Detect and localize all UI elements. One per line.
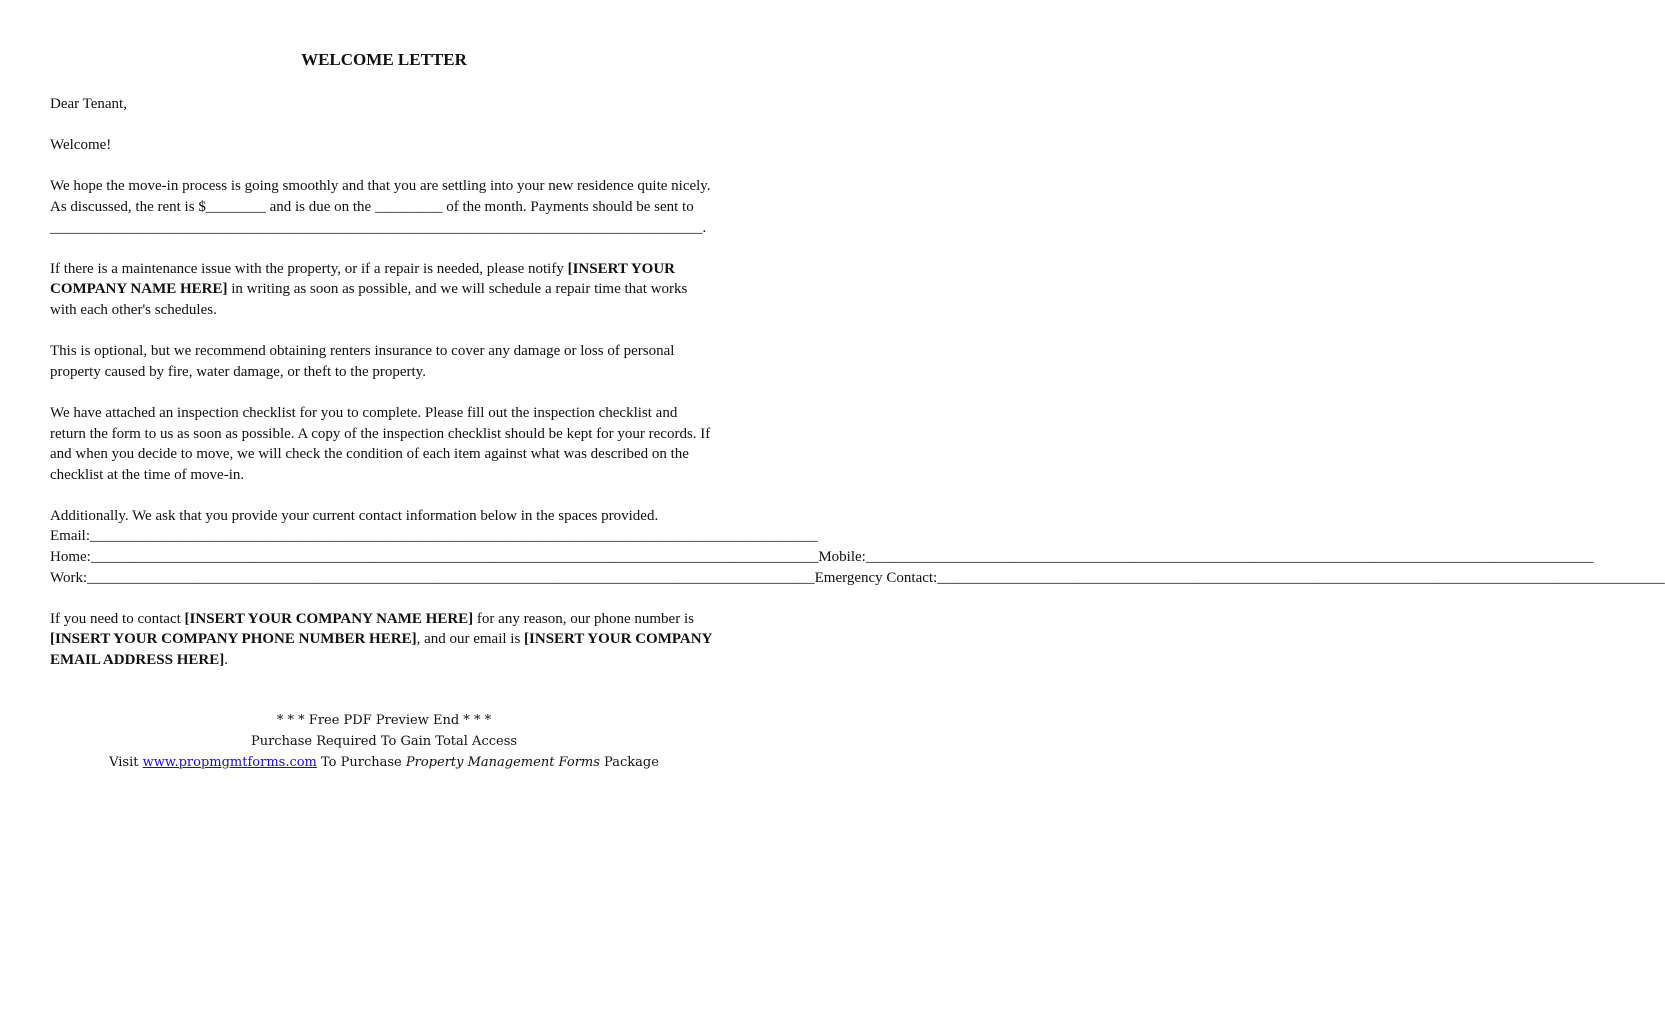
preview-end-line: * * * Free PDF Preview End * * * (276, 713, 492, 728)
insurance-paragraph: This is optional, but we recommend obtaining renters insurance to cover any damage or loss of personal property caused by fire, water damage, or theft to the property. (50, 343, 675, 380)
contact-us-text-2: for any reason, our phone number is (473, 610, 694, 627)
emergency-blank: _________________________________________________________________________________________________ (937, 569, 1665, 586)
inspection-paragraph: We have attached an inspection checklist for you to complete. Please fill out the inspection checklist and return the form to us as soon as possible. A copy of the inspection checklist should be kept for your records. If and when you decide to move, we will check the condition of each item against what was described on the checklist at the time of move-in. (50, 404, 711, 483)
preview-footer (0, 710, 768, 773)
visit-text: Visit (109, 755, 143, 770)
maintenance-text-1: If there is a maintenance issue with the property, or if a repair is needed, please notify (50, 260, 568, 277)
company-name-placeholder-2: [INSERT YOUR COMPANY NAME HERE] (184, 610, 474, 627)
purchase-required-line: Purchase Required To Gain Total Access (250, 734, 518, 749)
letter-body (50, 94, 1665, 691)
contact-us-paragraph (50, 609, 716, 671)
visit-line (0, 752, 768, 773)
welcome-line: Welcome! (50, 137, 112, 154)
company-email-placeholder: [INSERT YOUR COMPANY EMAIL ADDRESS HERE] (50, 631, 712, 669)
mobile-blank: _________________________________________________________________________________________________ (865, 549, 1594, 566)
contact-us-text-1: If you need to contact (50, 610, 185, 627)
maintenance-text-2: in writing as soon as possible, and we will schedule a repair time that works with each other's schedules. (50, 281, 688, 318)
page-title: WELCOME LETTER (301, 50, 467, 69)
home-label: Home: (50, 549, 91, 566)
rent-line-3: _______________________________________________________________________________________. (50, 219, 707, 236)
company-name-placeholder: [INSERT YOUR COMPANY NAME HERE] (50, 260, 676, 298)
package-text: Package (599, 755, 659, 770)
phone-row (50, 547, 1594, 568)
rent-paragraph (50, 176, 716, 238)
maintenance-paragraph (50, 259, 716, 321)
rent-line-2: As discussed, the rent is $________ and is due on the _________ of the month. Payments should be sent to (50, 198, 694, 215)
emergency-label: Emergency Contact: (814, 569, 938, 586)
work-label: Work: (50, 569, 88, 586)
email-row (50, 526, 818, 547)
contact-section (50, 506, 1665, 588)
rent-line-1: We hope the move-in process is going smoothly and that you are settling into your new residence quite nicely. (50, 178, 711, 195)
company-phone-placeholder: [INSERT YOUR COMPANY PHONE NUMBER HERE] (50, 631, 417, 648)
salutation: Dear Tenant, (50, 96, 127, 112)
email-label: Email: (50, 528, 90, 545)
email-blank: _________________________________________________________________________________________________ (90, 528, 818, 545)
work-blank: _________________________________________________________________________________________________ (87, 569, 815, 586)
work-row (50, 568, 1665, 589)
home-blank: _________________________________________________________________________________________________ (90, 549, 819, 566)
contact-us-text-4: . (224, 652, 228, 669)
mobile-label: Mobile: (818, 549, 866, 566)
package-name: Property Management Forms (405, 755, 600, 770)
contact-us-text-3: , and our email is (416, 631, 525, 648)
propmgmtforms-link[interactable]: www.propmgmtforms.com (142, 755, 317, 770)
to-purchase-text: To Purchase (316, 755, 406, 770)
contact-intro: Additionally. We ask that you provide your current contact information below in the spaces provided. (50, 507, 659, 524)
